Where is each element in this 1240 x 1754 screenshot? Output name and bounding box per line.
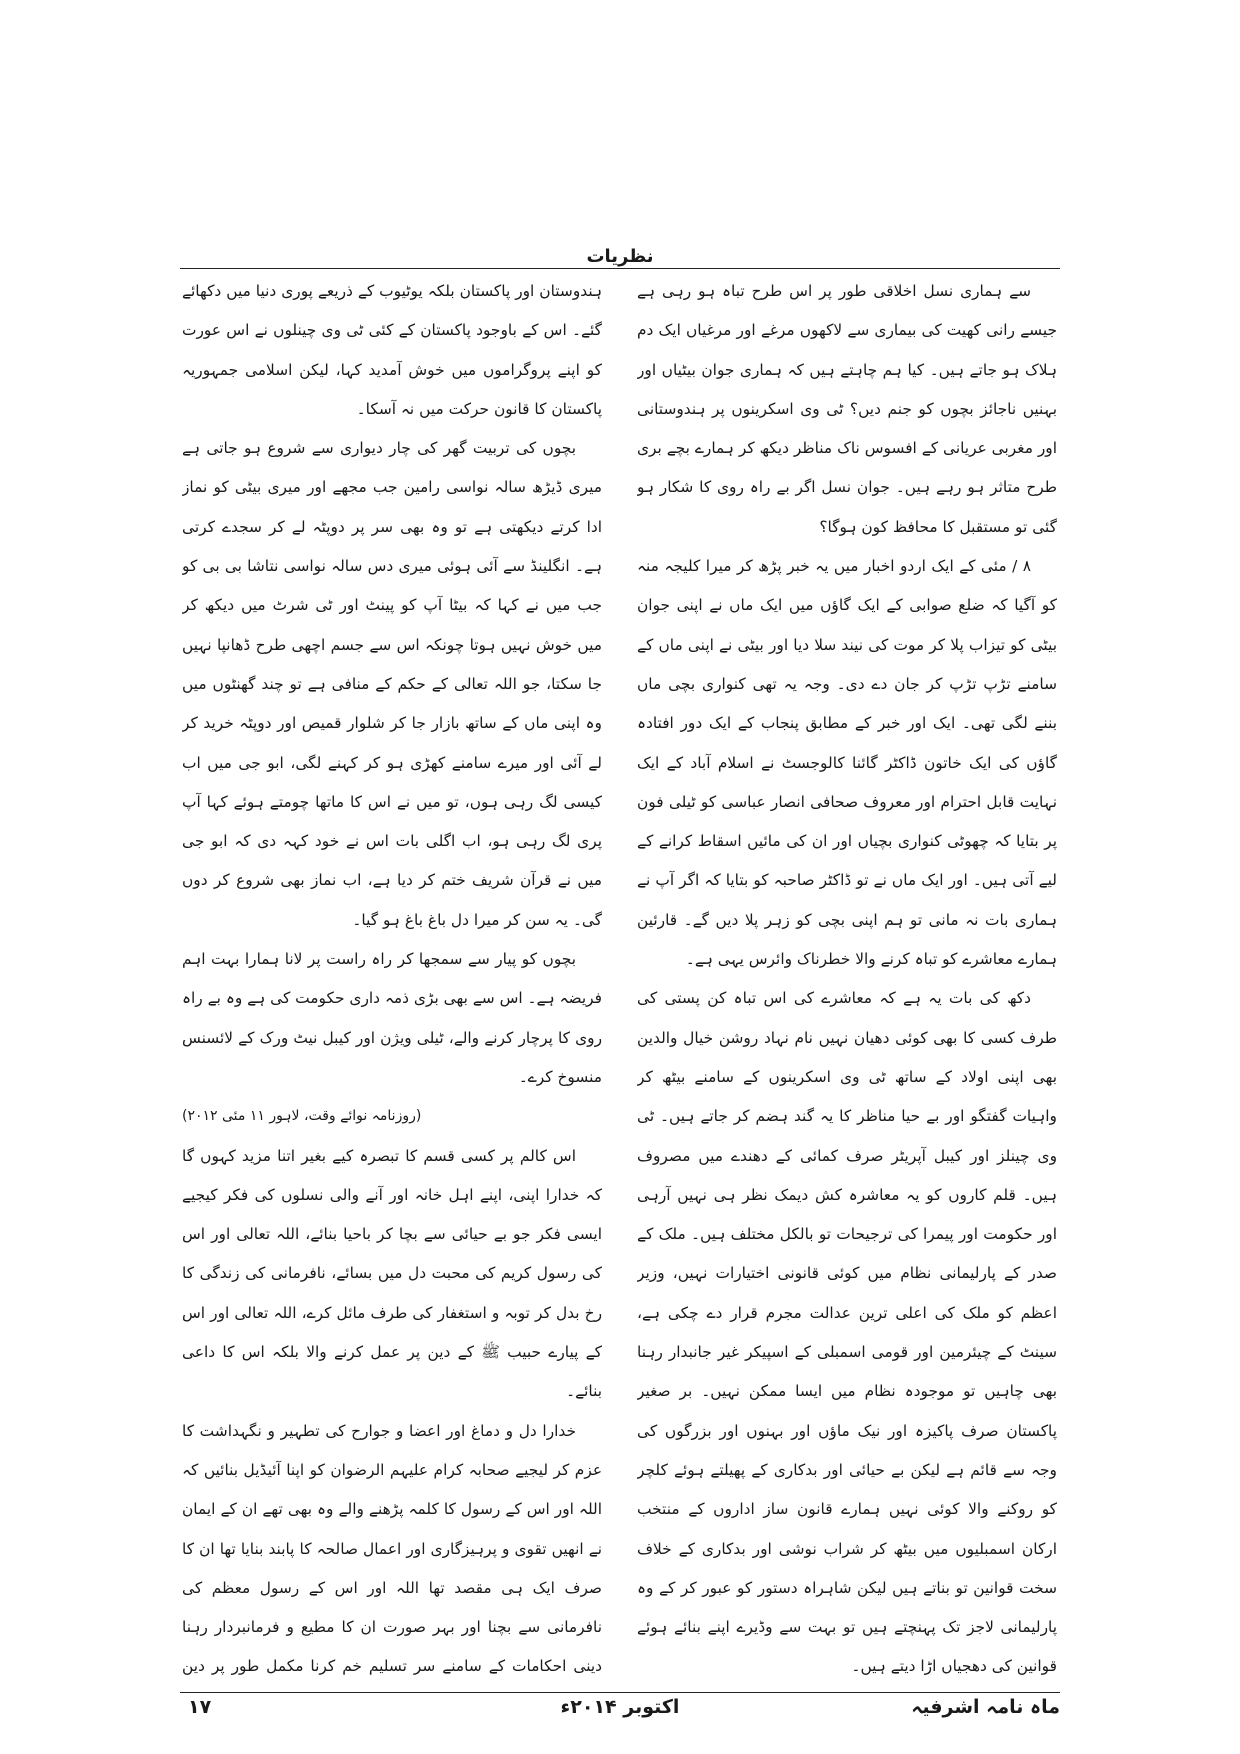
right-column (637, 272, 1057, 1684)
left-column (182, 272, 602, 1684)
article-paragraph: بچوں کو پیار سے سمجھا کر راہ راست پر لانا ہمارا بہت اہم فریضہ ہے۔ اس سے بھی بڑی ذمہ داری حکومت کی ہے وہ بے راہ روی کا پرچار کرنے والے، ٹیلی ویژن اور کیبل نیٹ ورک کے لائسنس منسوخ کرے۔ (182, 950, 602, 1086)
article-paragraph: ۸ / مئی کے ایک اردو اخبار میں یہ خبر پڑھ کر میرا کلیجہ منہ کو آگیا کہ ضلع صوابی کے ایک گاؤں میں ایک ماں نے اپنی جوان بیٹی کو تیزاب پلا کر موت کی نیند سلا دیا اور بیٹی نے اپنی ماں کے سامنے تڑپ تڑپ کر جان دے دی۔ وجہ یہ تھی کنواری بچی ماں بننے لگی تھی۔ ایک اور خبر کے مطابق پنجاب کے ایک دور افتادہ گاؤں کی ایک خاتون ڈاکٹر گائنا کالوجسٹ نے اسلام آباد کے ایک نہایت قابل احترام اور معروف صحافی انصار عباسی کو ٹیلی فون پر بتایا کہ چھوٹی کنواری بچیاں اور ان کی مائیں اسقاط کرانے کے لیے آتی ہیں۔ اور ایک ماں نے تو ڈاکٹر صاحبہ کو بتایا کہ اگر آپ نے ہماری بات نہ مانی تو ہم اپنی بچی کو زہر پلا دیں گے۔ قارئین ہمارے معاشرے کو تباہ کرنے والا خطرناک وائرس یہی ہے۔ (637, 557, 1057, 969)
magazine-name: ماہ نامہ اشرفیہ (911, 1696, 1060, 1718)
footer-rule (180, 1692, 1060, 1693)
section-title: نظریات (586, 246, 654, 267)
article-paragraph: اس کالم پر کسی قسم کا تبصرہ کیے بغیر اتنا مزید کہوں گا کہ خدارا اپنی، اپنے اہل خانہ اور آنے والی نسلوں کی فکر کیجیے ایسی فکر جو بے حیائی سے بچا کر باحیا بنائے، اللہ تعالی اور اس کی رسول کریم کی محبت دل میں بسائے، نافرمانی کی زندگی کا رخ بدل کر توبہ و استغفار کی طرف مائل کرے، اللہ تعالی اور اس کے پیارے حبیب ﷺ کے دین پر عمل کرنے والا بلکہ اس کا داعی بنائے۔ (182, 1146, 602, 1401)
issue-date: اکتوبر ۲۰۱۴ء (560, 1696, 680, 1718)
article-paragraph: دکھ کی بات یہ ہے کہ معاشرے کی اس تباہ کن پستی کی طرف کسی کا بھی کوئی دھیان نہیں نام نہاد روشن خیال والدین بھی اپنی اولاد کے ساتھ ٹی وی اسکرینوں کے سامنے بیٹھ کر واہیات گفتگو اور بے حیا مناظر کا یہ گند ہضم کر جاتے ہیں۔ ٹی وی چینلز اور کیبل آپریٹر صرف کمائی کے دھندے میں مصروف ہیں۔ قلم کاروں کو یہ معاشرہ کش دیمک نظر ہی نہیں آرہی اور حکومت اور پیمرا کی ترجیحات تو بالکل مختلف ہیں۔ ملک کے صدر کے پارلیمانی نظام میں کوئی قانونی اختیارات نہیں، وزیر اعظم کو ملک کی اعلی ترین عدالت مجرم قرار دے چکی ہے، سینٹ کے چیئرمین اور قومی اسمبلی کے اسپیکر غیر جانبدار رہنا بھی چاہیں تو موجودہ نظام میں ایسا ممکن نہیں۔ بر صغیر پاکستان صرف پاکیزہ اور نیک ماؤں اور بہنوں اور بزرگوں کی وجہ سے قائم ہے لیکن بے حیائی اور بدکاری کے پھیلتے ہوئے کلچر کو روکنے والا کوئی نہیں ہمارے قانون ساز اداروں کے منتخب ارکان اسمبلیوں میں بیٹھ کر شراب نوشی اور بدکاری کے خلاف سخت قوانین تو بناتے ہیں لیکن شاہراہ دستور کو عبور کر کے وہ پارلیمانی لاجز تک پہنچتے ہیں تو بہت سے وڈیرے اپنے بنائے ہوئے قوانین کی دھجیاں اڑا دیتے ہیں۔ (637, 989, 1057, 1676)
citation: (روزنامہ نوائے وقت، لاہور ۱۱ مئی ۲۰۱۲) (182, 1108, 422, 1125)
article-paragraph: سے ہماری نسل اخلاقی طور پر اس طرح تباہ ہو رہی ہے جیسے رانی کھیت کی بیماری سے لاکھوں مرغے اور مرغیاں ایک دم ہلاک ہو جاتے ہیں۔ کیا ہم چاہتے ہیں کہ ہماری جوان بیٹیاں اور بہنیں ناجائز بچوں کو جنم دیں؟ ٹی وی اسکرینوں پر ہندوستانی اور مغربی عریانی کے افسوس ناک مناظر دیکھ کر ہمارے بچے بری طرح متاثر ہو رہے ہیں۔ جوان نسل اگر بے راہ روی کا شکار ہو گئی تو مستقبل کا محافظ کون ہوگا؟ (637, 282, 1057, 536)
header-rule (180, 268, 1060, 269)
article-paragraph-continued: ہندوستان اور پاکستان بلکہ یوٹیوب کے ذریعے پوری دنیا میں دکھائے گئے۔ اس کے باوجود پاکستان کے کئی ٹی وی چینلوں نے اس عورت کو اپنے پروگراموں میں خوش آمدید کہا، لیکن اسلامی جمہوریہ پاکستان کا قانون حرکت میں نہ آسکا۔ (182, 282, 602, 418)
article-paragraph: بچوں کی تربیت گھر کی چار دیواری سے شروع ہو جاتی ہے میری ڈیڑھ سالہ نواسی رامین جب مجھے اور میری بیٹی کو نماز ادا کرتے دیکھتی ہے تو وہ بھی سر پر دوپٹہ لے کر سجدے کرتی ہے۔ انگلینڈ سے آئی ہوئی میری دس سالہ نواسی نتاشا بی بی کو جب میں نے کہا کہ بیٹا آپ کو پینٹ اور ٹی شرٹ میں دیکھ کر میں خوش نہیں ہوتا چونکہ اس سے جسم اچھی طرح ڈھانپا نہیں جا سکتا، جو اللہ تعالی کے حکم کے منافی ہے تو چند گھنٹوں میں وہ اپنی ماں کے ساتھ بازار جا کر شلوار قمیص اور دوپٹہ خرید کر لے آئی اور میرے سامنے کھڑی ہو کر کہنے لگی، ابو جی میں اب کیسی لگ رہی ہوں، تو میں نے اس کا ماتھا چومتے ہوئے کہا آپ پری لگ رہی ہو، اب اگلی بات اس نے خود کہہ دی کہ ابو جی میں نے قرآن شریف ختم کر دیا ہے، اب نماز بھی شروع کر دوں گی۔ یہ سن کر میرا دل باغ باغ ہو گیا۔ (182, 439, 602, 929)
page-number: ۱۷ (188, 1696, 212, 1718)
article-paragraph: خدارا دل و دماغ اور اعضا و جوارح کی تطہیر و نگہداشت کا عزم کر لیجیے صحابہ کرام علیہم الرضوان کو اپنا آئیڈیل بنائیں کہ اللہ اور اس کے رسول کا کلمہ پڑھنے والے وہ بھی تھے ان کے ایمان نے انھیں تقوی و پرہیزگاری اور اعمال صالحہ کا پابند بنایا تھا ان کا صرف ایک ہی مقصد تھا اللہ اور اس کے رسول معظم کی نافرمانی سے بچنا اور بہر صورت ان کا مطیع و فرمانبردار رہنا دینی احکامات کے سامنے سر تسلیم خم کرنا مکمل طور پر دین (182, 1421, 602, 1676)
